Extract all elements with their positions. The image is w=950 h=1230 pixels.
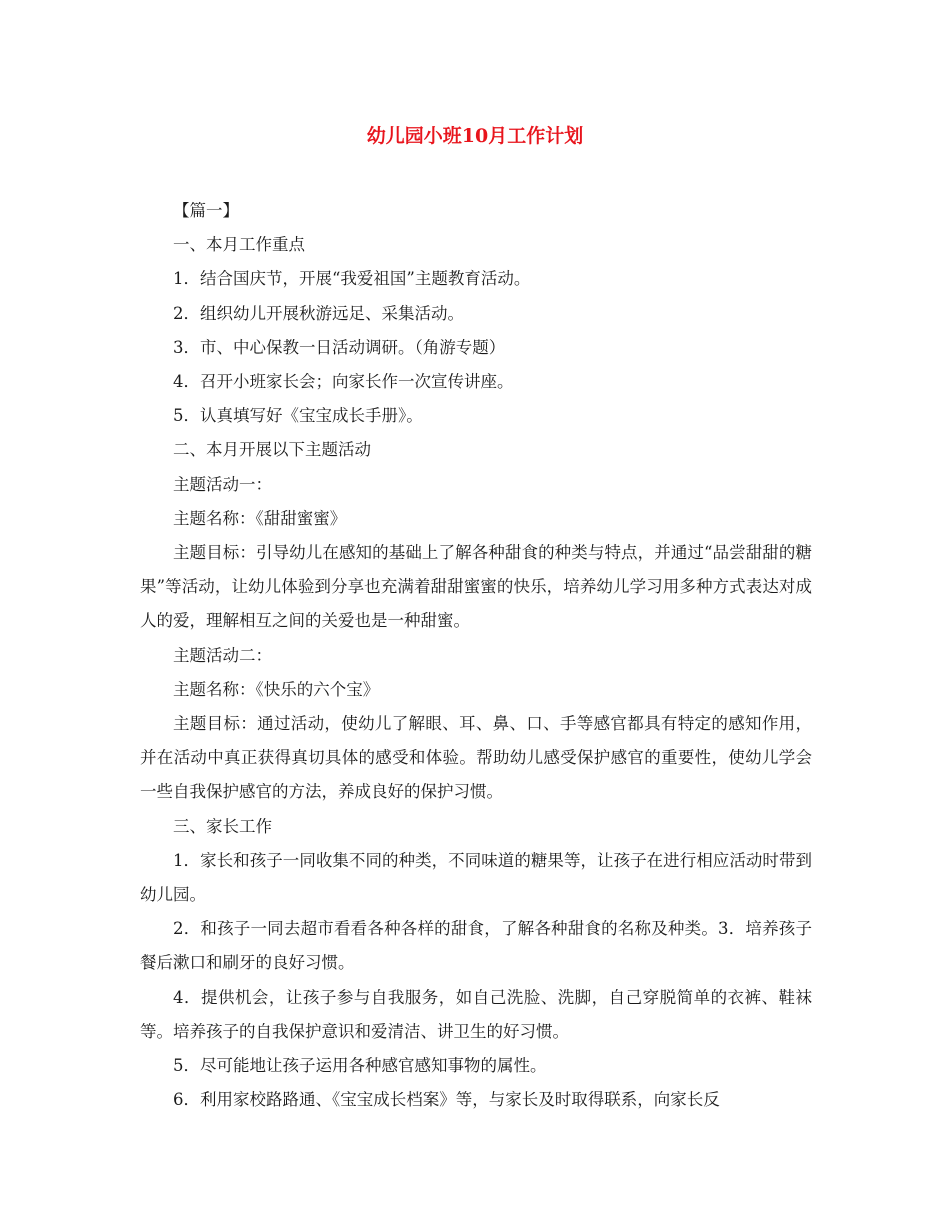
parent-item-5: 5．尽可能地让孩子运用各种感官感知事物的属性。 (173, 1056, 547, 1076)
focus-item-4: 4．召开小班家长会；向家长作一次宣传讲座。 (173, 372, 514, 392)
parent-item-4: 4．提供机会，让孩子参与自我服务，如自己洗脸、洗脚，自己穿脱简单的衣裤、鞋袜等。培养孩子的自我保护意识和爱清洁、讲卫生的好习惯。 (140, 987, 812, 1041)
section-heading-themes: 二、本月开展以下主题活动 (173, 440, 371, 460)
section-heading-focus: 一、本月工作重点 (173, 235, 305, 255)
theme-2-goal: 主题目标：通过活动，使幼儿了解眼、耳、鼻、口、手等感官都具有特定的感知作用，并在活动中真正获得真切具体的感受和体验。帮助幼儿感受保护感官的重要性，使幼儿学会一些自我保护感官的方法，养成良好的保护习惯。 (140, 714, 812, 802)
section-label: 【篇一】 (173, 201, 239, 220)
theme-2-name: 主题名称：《快乐的六个宝》 (173, 679, 380, 699)
focus-item-2: 2．组织幼儿开展秋游远足、采集活动。 (173, 303, 464, 323)
focus-item-3: 3．市、中心保教一日活动调研。（角游专题） (173, 337, 506, 357)
focus-item-1: 1．结合国庆节，开展“我爱祖国”主题教育活动。 (173, 269, 531, 289)
theme-1-name: 主题名称：《甜甜蜜蜜》 (173, 508, 347, 528)
parent-item-6: 6．利用家校路路通、《宝宝成长档案》等，与家长及时取得联系，向家长反 (173, 1090, 720, 1110)
parent-item-1: 1．家长和孩子一同收集不同的种类，不同味道的糖果等，让孩子在进行相应活动时带到幼儿园。 (140, 850, 812, 905)
parent-item-2: 2．和孩子一同去超市看看各种各样的甜食，了解各种甜食的名称及种类。3．培养孩子餐后漱口和刷牙的良好习惯。 (140, 919, 812, 973)
document-title: 幼儿园小班10月工作计划 (366, 125, 584, 147)
document-body (140, 194, 812, 1117)
section-heading-parents: 三、家长工作 (173, 816, 272, 836)
theme-1-goal: 主题目标：引导幼儿在感知的基础上了解各种甜食的种类与特点，并通过“品尝甜甜的糖果”等活动，让幼儿体验到分享也充满着甜甜蜜蜜的快乐，培养幼儿学习用多种方式表达对成人的爱，理解相互之间的关爱也是一种甜蜜。 (140, 543, 812, 631)
theme-2-label: 主题活动二： (173, 645, 272, 665)
focus-item-5: 5．认真填写好《宝宝成长手册》。 (173, 406, 423, 426)
theme-1-label: 主题活动一： (173, 474, 272, 494)
